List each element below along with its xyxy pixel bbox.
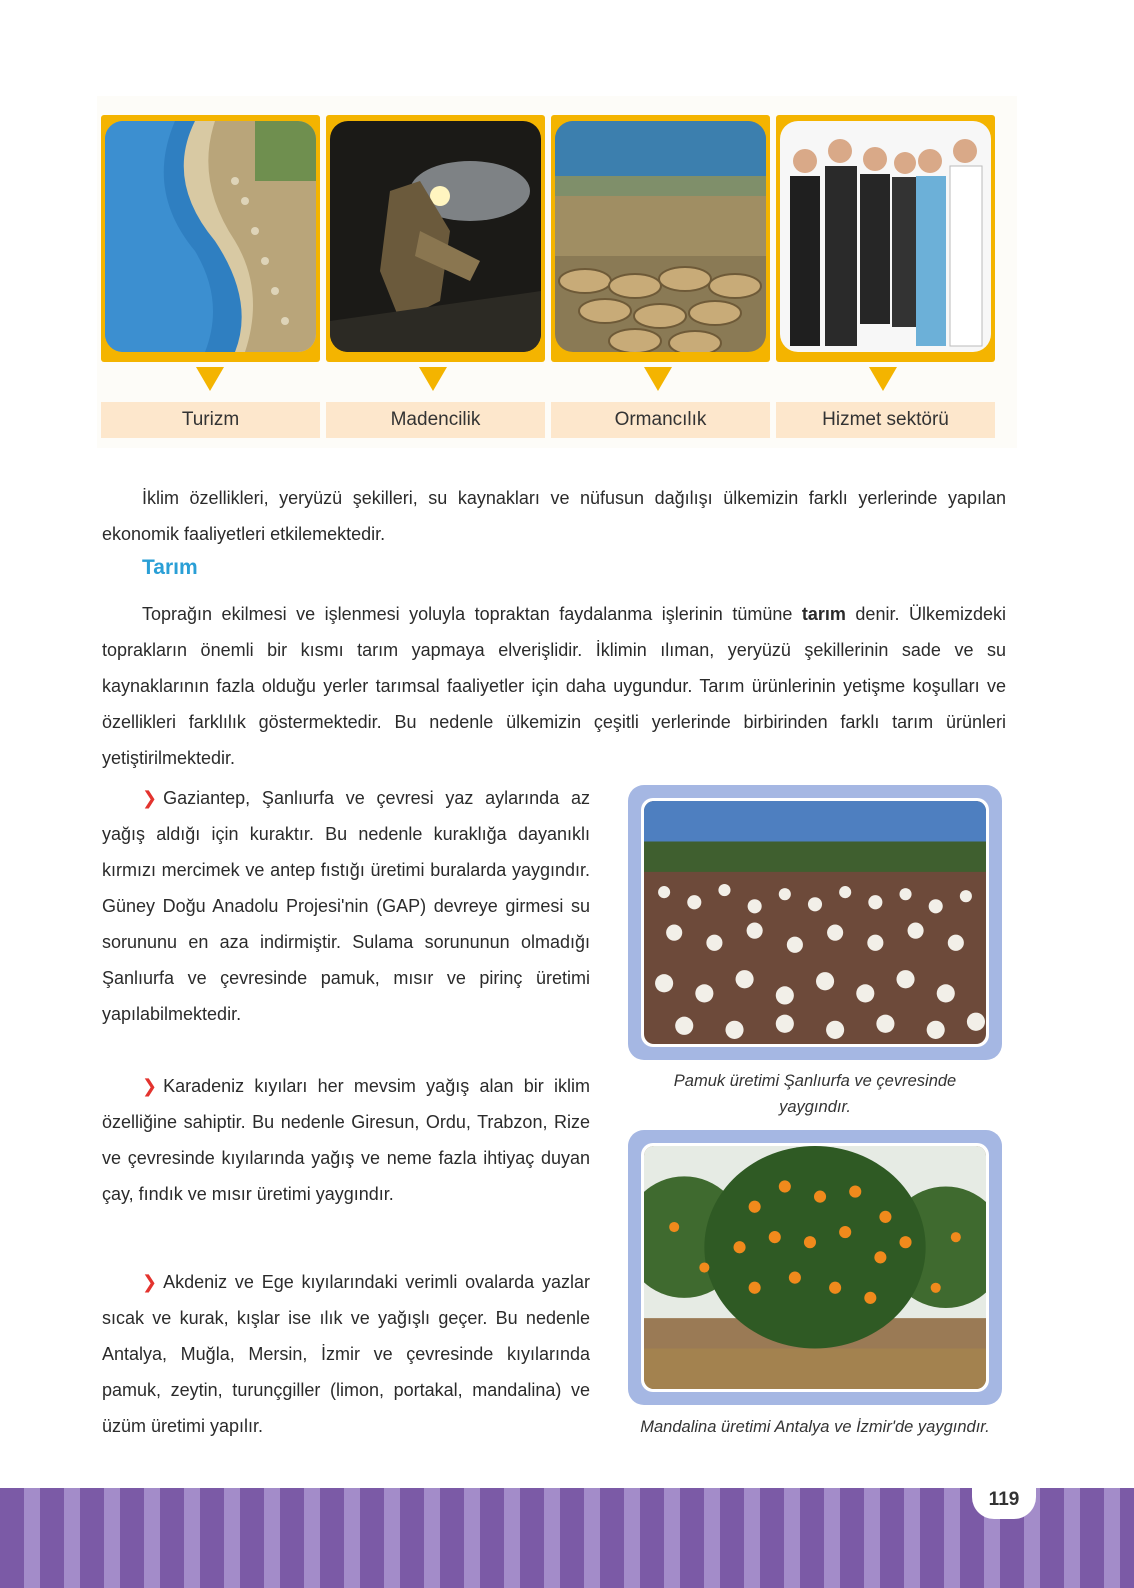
sector-label-tourism: Turizm: [101, 402, 320, 438]
bullet-paragraph-mediterranean: [102, 1264, 590, 1444]
agriculture-text-end: denir. Ülkemizdeki toprakların önemli bir kısmı tarım yapmaya elverişlidir. İklimin ılıman, yeryüzü şekillerinin sade ve su kaynaklarının fazla olduğu yerler tarımsal faaliyetler için daha uygundur. Tarım ürünlerinin yetişme koşulları ve özellikleri farklılık göstermektedir. Bu nedenle ülkemizin çeşitli yerlerinde birbirinden farklı tarım ürünleri yetiştirilmektedir.: [102, 604, 1006, 768]
section-heading: Tarım: [142, 556, 198, 579]
down-arrow-icon: [196, 367, 224, 391]
cotton-photo-frame: [628, 785, 1002, 1060]
mandarin-photo-frame: [628, 1130, 1002, 1405]
bullet-text: Gaziantep, Şanlıurfa ve çevresi yaz aylarında az yağış aldığı için kuraktır. Bu nedenle kuraklığa dayanıklı kırmızı mercimek ve antep fıstığı üretimi buralarda yaygındır. Güney Doğu Anadolu Projesi'nin (GAP) devreye girmesi su sorununu en aza indirmiştir. Sulama sorununun olmadığı Şanlıurfa ve çevresinde pamuk, mısır ve pirinç üretimi yapılabilmektedir.: [102, 788, 590, 1024]
sector-label-mining: Madencilik: [326, 402, 545, 438]
beach-photo: [105, 121, 316, 352]
service-image-tile: [776, 115, 995, 362]
down-arrow-icon: [644, 367, 672, 391]
mine-photo: [330, 121, 541, 352]
forestry-image-tile: [551, 115, 770, 362]
tourism-image-tile: [101, 115, 320, 362]
chevron-right-icon: ❯: [142, 788, 158, 808]
intro-paragraph: İklim özellikleri, yeryüzü şekilleri, su kaynakları ve nüfusun dağılışı ülkemizin farklı yerlerinde yapılan ekonomik faaliyetleri etkilemektedir.: [102, 488, 1006, 544]
mining-image-tile: [326, 115, 545, 362]
service-workers-photo: [780, 121, 991, 352]
agriculture-text-start: Toprağın ekilmesi ve işlenmesi yoluyla topraktan faydalanma işlerinin tümüne: [142, 604, 793, 624]
bullet-text: Karadeniz kıyıları her mevsim yağış alan bir iklim özelliğine sahiptir. Bu nedenle Giresun, Ordu, Trabzon, Rize ve çevresinde kıyılarında yağış ve neme fazla ihtiyaç duyan çay, fındık ve mısır üretimi yaygındır.: [102, 1076, 590, 1204]
bullet-paragraph-southeast: [102, 780, 590, 1032]
chevron-right-icon: ❯: [142, 1272, 158, 1292]
agriculture-paragraph: [102, 596, 1006, 776]
cotton-caption: Pamuk üretimi Şanlıurfa ve çevresinde yaygındır.: [673, 1072, 957, 1116]
down-arrow-icon: [869, 367, 897, 391]
sector-label-forestry: Ormancılık: [551, 402, 770, 438]
mandarin-tree-photo: [644, 1146, 986, 1389]
bullet-paragraph-black-sea: [102, 1068, 590, 1212]
down-arrow-icon: [419, 367, 447, 391]
forestry-photo: [555, 121, 766, 352]
sector-label-service: Hizmet sektörü: [776, 402, 995, 438]
mandarin-caption: Mandalina üretimi Antalya ve İzmir'de yaygındır.: [640, 1418, 990, 1436]
footer-stripes: [0, 1488, 1134, 1588]
agriculture-keyword: tarım: [801, 604, 846, 624]
page-number: 119: [972, 1481, 1036, 1519]
cotton-field-photo: [644, 801, 986, 1044]
bullet-text: Akdeniz ve Ege kıyılarındaki verimli ovalarda yazlar sıcak ve kurak, kışlar ise ılık ve yağışlı geçer. Bu nedenle Antalya, Muğla, Mersin, İzmir ve çevresinde kıyılarında pamuk, zeytin, turunçgiller (limon, portakal, mandalina) ve üzüm üretimi yapılır.: [102, 1272, 590, 1436]
chevron-right-icon: ❯: [142, 1076, 158, 1096]
